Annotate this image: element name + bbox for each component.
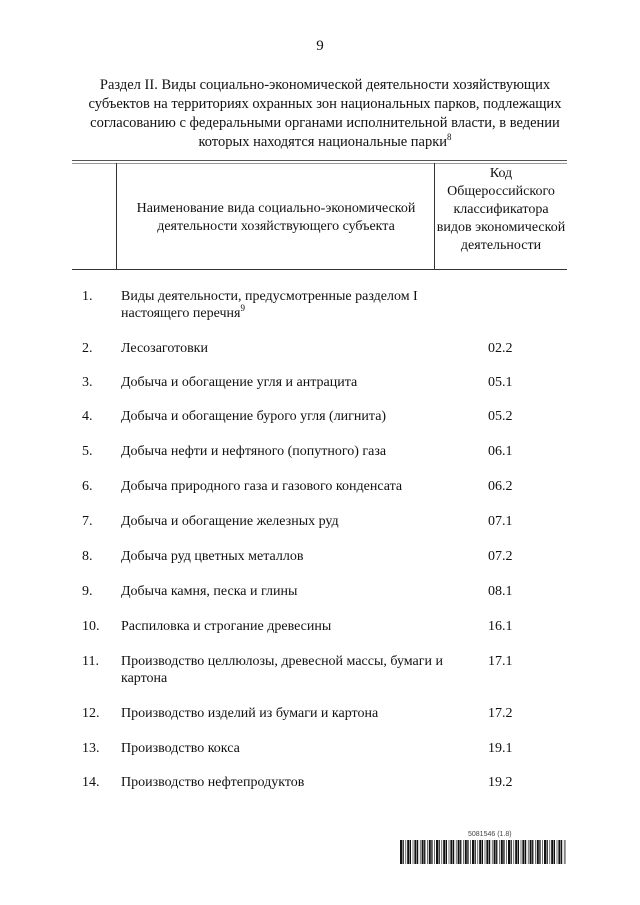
barcode-bar [486,840,488,864]
barcode-bar [417,840,418,864]
table-header-code: Код Общероссийского классификатора видов экономической деятельности [436,166,566,253]
barcode-bar [522,840,524,864]
row-activity-name-text: Производство нефтепродуктов [121,775,305,790]
barcode-bar [544,840,546,864]
row-activity-name-text: Добыча руд цветных металлов [121,549,304,564]
row-activity-name-text: Добыча и обогащение угля и антрацита [121,375,358,390]
barcode-bar [515,840,517,864]
barcode-bar [429,840,431,864]
row-number: 2. [82,341,93,356]
page-number: 9 [316,38,324,54]
row-number: 7. [82,514,93,529]
row-okved-code: 17.1 [488,654,513,669]
barcode-bar [422,840,424,864]
row-okved-code: 17.2 [488,706,513,721]
barcode-bar [463,840,464,864]
barcode-bar [503,840,504,864]
row-activity-name [121,374,451,391]
barcode-bar [407,840,409,864]
row-okved-code: 05.1 [488,375,513,390]
row-activity-name-text: Распиловка и строгание древесины [121,619,332,634]
row-number: 10. [82,619,100,634]
barcode-bar [492,840,493,864]
barcode-bar [458,840,460,864]
table-header-divider-right [434,163,435,269]
row-activity-name [121,408,451,425]
row-okved-code: 19.2 [488,775,513,790]
barcode-bar [547,840,548,864]
barcode-bar [439,840,440,864]
barcode-bar [485,840,486,864]
table-header-divider-left [116,163,117,269]
barcode-bar [494,840,496,864]
barcode-bar [453,840,454,864]
barcode-bar [443,840,445,864]
row-number: 11. [82,654,99,669]
barcode-bar [542,840,543,864]
barcode-bar [558,840,560,864]
row-activity-name [121,288,451,322]
barcode-bar [496,840,497,864]
barcode-bar [470,840,471,864]
barcode-bar [449,840,450,864]
barcode-bar [551,840,553,864]
row-number: 9. [82,584,93,599]
barcode-bar [557,840,558,864]
barcode-bar [465,840,467,864]
row-okved-code: 02.2 [488,341,513,356]
row-activity-name-text: Добыча и обогащение железных руд [121,514,339,529]
row-activity-name [121,443,451,460]
barcode-bar [501,840,503,864]
row-footnote: 9 [240,303,245,313]
barcode-bar [427,840,428,864]
barcode-bar [436,840,438,864]
barcode-bar [475,840,476,864]
row-activity-name [121,583,451,600]
row-activity-name [121,340,451,357]
barcode-bar [564,840,565,864]
row-activity-name [121,740,451,757]
row-activity-name-text: Добыча и обогащение бурого угля (лигнита) [121,409,387,424]
row-activity-name [121,705,451,722]
row-number: 4. [82,409,93,424]
row-activity-name-text: Добыча нефти и нефтяного (попутного) газа [121,444,387,459]
row-number: 14. [82,775,100,790]
barcode-bar [400,840,402,864]
barcode-bar [403,840,404,864]
row-activity-name [121,653,451,687]
barcode-bar [472,840,474,864]
section-title-footnote: 8 [447,132,452,142]
barcode-bar [410,840,411,864]
row-okved-code: 06.2 [488,479,513,494]
barcode-bar [506,840,507,864]
barcode-bar [499,840,500,864]
barcode-bar [521,840,522,864]
barcode-bar [431,840,432,864]
row-okved-code: 05.2 [488,409,513,424]
barcode-bar [532,840,533,864]
barcode-bar [479,840,481,864]
barcode-bar [446,840,447,864]
barcode-bar [561,840,562,864]
row-activity-name [121,478,451,495]
barcode-image [400,840,566,864]
row-activity-name [121,513,451,530]
row-activity-name-text: Виды деятельности, предусмотренные разделом I настоящего перечня [121,289,418,321]
barcode-bar [460,840,461,864]
barcode-bar [525,840,526,864]
barcode-bar [478,840,479,864]
barcode-bar [550,840,551,864]
row-okved-code: 06.1 [488,444,513,459]
table-header-name: Наименование вида социально-экономической деятельности хозяйствующего субъекта [136,201,416,234]
row-okved-code: 07.1 [488,514,513,529]
barcode-caption: 5081546 (1.8) [468,831,512,838]
table-top-rule-2 [72,163,567,164]
barcode-bar [420,840,421,864]
table-header-bottom-rule [72,269,567,270]
row-activity-name [121,774,451,791]
barcode-bar [514,840,515,864]
barcode-bar [508,840,510,864]
barcode-bar [554,840,555,864]
row-activity-name-text: Добыча камня, песка и глины [121,584,298,599]
barcode-bar [424,840,425,864]
barcode-bar [511,840,512,864]
barcode-bar [456,840,457,864]
barcode-bar [489,840,490,864]
row-number: 6. [82,479,93,494]
barcode-bar [528,840,529,864]
barcode-bar [406,840,407,864]
row-number: 12. [82,706,100,721]
row-number: 8. [82,549,93,564]
barcode-bar [414,840,416,864]
barcode-bar [539,840,540,864]
barcode-bar [482,840,483,864]
row-number: 1. [82,289,93,304]
row-number: 3. [82,375,93,390]
section-title [80,76,570,152]
table-top-rule [72,160,567,161]
row-okved-code: 16.1 [488,619,513,634]
barcode-bar [413,840,414,864]
barcode-bar [537,840,539,864]
barcode-bar [467,840,468,864]
row-activity-name-text: Добыча природного газа и газового конденсата [121,479,403,494]
row-activity-name-text: Лесозаготовки [121,341,208,356]
row-activity-name [121,618,451,635]
row-activity-name-text: Производство кокса [121,741,240,756]
row-activity-name [121,548,451,565]
barcode-bar [450,840,452,864]
row-number: 13. [82,741,100,756]
row-okved-code: 19.1 [488,741,513,756]
barcode-bar [518,840,519,864]
barcode-bar [530,840,532,864]
row-okved-code: 07.2 [488,549,513,564]
row-activity-name-text: Производство целлюлозы, древесной массы, бумаги и картона [121,654,443,686]
barcode-bar [442,840,443,864]
section-title-text: Раздел II. Виды социально-экономической деятельности хозяйствующих субъектов на территориях охранных зон национальных парков, подлежащих согласованию с федеральными органами исполнительной власти, в ведении которых находятся национальные парки [88,77,562,150]
row-number: 5. [82,444,93,459]
barcode-bar [434,840,435,864]
row-okved-code: 08.1 [488,584,513,599]
barcode-bar [535,840,536,864]
row-activity-name-text: Производство изделий из бумаги и картона [121,706,379,721]
